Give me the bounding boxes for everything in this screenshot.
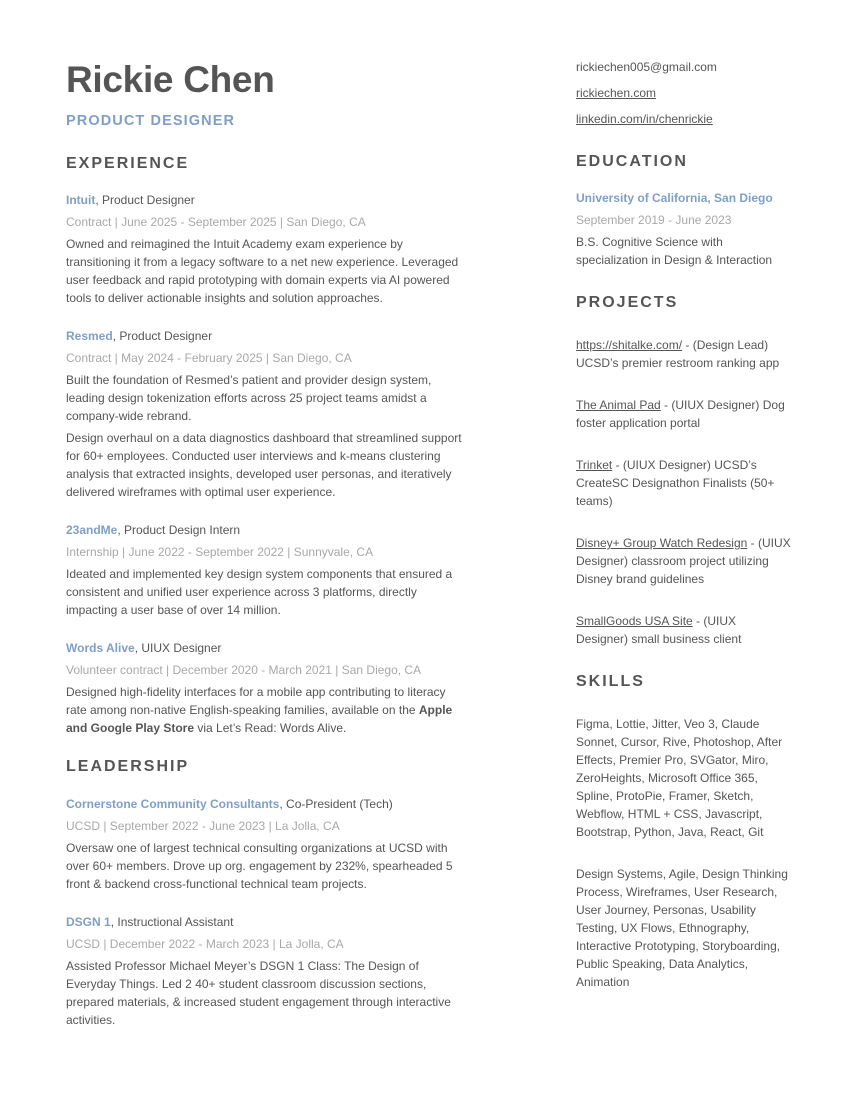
skills-heading: SKILLS — [576, 673, 645, 690]
website-link[interactable]: rickiechen.com — [576, 86, 657, 100]
linkedin-link[interactable]: linkedin.com/in/chenrickie — [576, 112, 713, 126]
project-description: - (UIUX Designer) Dog foster application portal — [576, 398, 785, 430]
project-description: - (UIUX Designer) small business client — [576, 614, 742, 646]
leadership-item-title — [66, 795, 466, 813]
experience-org: Intuit — [66, 193, 96, 207]
education-heading: EDUCATION — [576, 153, 688, 170]
experience-position: , UIUX Designer — [134, 641, 222, 655]
experience-description-text: Designed high-fidelity interfaces for a mobile app contributing to literacy rate among non-native English-speaking families, available on the — [66, 685, 446, 717]
experience-org: 23andMe — [66, 523, 118, 537]
leadership-meta: UCSD | December 2022 - March 2023 | La Jolla, CA — [66, 937, 344, 951]
experience-description-text-end: via Let’s Read: Words Alive. — [194, 721, 347, 735]
project-description: - (UIUX Designer) classroom project utilizing Disney brand guidelines — [576, 536, 791, 586]
leadership-item-cornerstone — [66, 795, 466, 893]
leadership-item-dsgn1 — [66, 913, 466, 1029]
education-school — [576, 189, 791, 207]
projects-heading: PROJECTS — [576, 294, 679, 311]
contact-website — [576, 84, 791, 102]
school-name: University of California, San Diego — [576, 191, 773, 205]
leadership-heading: LEADERSHIP — [66, 758, 190, 775]
skills-methods: Design Systems, Agile, Design Thinking Process, Wireframes, User Research, User Journey, Personas, Usability Testing, UX Flows, Ethnography, Interactive Prototyping, Storyboarding, Public Speaking, Data Analytics, Animation — [576, 867, 788, 989]
leadership-org: DSGN 1 — [66, 915, 111, 929]
experience-item-title — [66, 639, 466, 657]
experience-item-words-alive — [66, 639, 466, 737]
experience-description: Built the foundation of Resmed’s patient and provider design system, leading design tokenization efforts across 25 project teams amidst a company-wide rebrand. — [66, 373, 432, 423]
right-column — [576, 58, 791, 991]
experience-meta: Volunteer contract | December 2020 - March 2021 | San Diego, CA — [66, 663, 422, 677]
experience-position: , Product Designer — [95, 193, 195, 207]
experience-description — [66, 683, 466, 737]
project-description: - (UIUX Designer) UCSD’s CreateSC Designathon Finalists (50+ teams) — [576, 458, 775, 508]
leadership-item-title — [66, 913, 466, 931]
education-item — [576, 189, 791, 269]
project-item — [576, 456, 791, 510]
project-description: - (Design Lead) UCSD’s premier restroom ranking app — [576, 338, 780, 370]
leadership-meta: UCSD | September 2022 - June 2023 | La Jolla, CA — [66, 819, 340, 833]
project-link[interactable]: Disney+ Group Watch Redesign — [576, 536, 748, 550]
experience-position: , Product Design Intern — [117, 523, 241, 537]
project-item — [576, 534, 791, 588]
experience-item-title — [66, 191, 466, 209]
experience-description-2: Design overhaul on a data diagnostics dashboard that streamlined support for 60+ employees. Conducted user interviews and k-means clustering analysis that extracted insights, developed user personas, and iteratively delivered wireframes with optimal user experience. — [66, 431, 462, 499]
leadership-position: , Instructional Assistant — [110, 915, 234, 929]
leadership-description: Oversaw one of largest technical consulting organizations at UCSD with over 60+ members. Drove up org. engagement by 232%, spearheaded 5 front & backend cross-functional technical team projects. — [66, 841, 453, 891]
experience-item-title — [66, 521, 466, 539]
contact-email[interactable]: rickiechen005@gmail.com — [576, 60, 717, 74]
job-title: PRODUCT DESIGNER — [66, 113, 236, 129]
left-column — [66, 58, 466, 1029]
experience-meta: Contract | May 2024 - February 2025 | San Diego, CA — [66, 351, 352, 365]
experience-item-resmed — [66, 327, 466, 501]
contact-linkedin — [576, 110, 791, 128]
experience-org: Words Alive — [66, 641, 135, 655]
experience-description-bold: Apple and Google Play Store — [66, 703, 453, 735]
project-link[interactable]: Trinket — [576, 458, 613, 472]
leadership-position: , Co-President (Tech) — [279, 797, 393, 811]
experience-item-23andme — [66, 521, 466, 619]
experience-org: Resmed — [66, 329, 113, 343]
education-degree: B.S. Cognitive Science with specialization in Design & Interaction — [576, 235, 773, 267]
project-link[interactable]: https://shitalke.com/ — [576, 338, 683, 352]
experience-description: Owned and reimagined the Intuit Academy exam experience by transitioning it from a legacy software to a net new experience. Leveraged user feedback and rapid prototyping with domain experts via AI powered tools to deliver actionable insights and solution approaches. — [66, 237, 459, 305]
project-item — [576, 612, 791, 648]
experience-description: Ideated and implemented key design system components that ensured a consistent and unified user experience across 3 platforms, directly impacting a user base of over 14 million. — [66, 567, 453, 617]
experience-heading: EXPERIENCE — [66, 155, 190, 172]
skills-tools: Figma, Lottie, Jitter, Veo 3, Claude Sonnet, Cursor, Rive, Photoshop, After Effects, Premier Pro, SVGator, Miro, ZeroHeights, Microsoft Office 365, Spline, ProtoPie, Framer, Sketch, Webflow, HTML + CSS, Javascript, Bootstrap, Python, Java, React, Git — [576, 717, 783, 839]
leadership-org: Cornerstone Community Consultants — [66, 797, 280, 811]
project-link[interactable]: SmallGoods USA Site — [576, 614, 693, 628]
experience-meta: Contract | June 2025 - September 2025 | San Diego, CA — [66, 215, 366, 229]
project-link[interactable]: The Animal Pad — [576, 398, 661, 412]
education-dates: September 2019 - June 2023 — [576, 213, 732, 227]
page-title: Rickie Chen — [66, 59, 275, 100]
experience-item-intuit — [66, 191, 466, 307]
project-item — [576, 336, 791, 372]
leadership-description: Assisted Professor Michael Meyer’s DSGN 1 Class: The Design of Everyday Things. Led 2 40+ student classroom discussion sections, prepared materials, & increased student engagement through interactive activities. — [66, 959, 451, 1027]
project-item — [576, 396, 791, 432]
experience-meta: Internship | June 2022 - September 2022 | Sunnyvale, CA — [66, 545, 374, 559]
experience-position: , Product Designer — [112, 329, 213, 343]
experience-item-title — [66, 327, 466, 345]
